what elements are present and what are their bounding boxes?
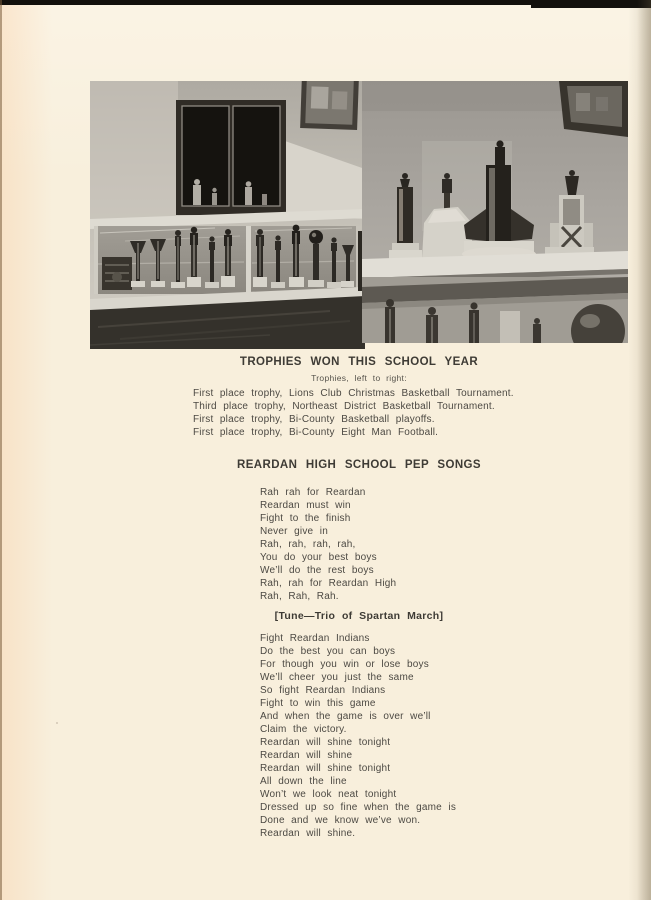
scan-top-edge-right (531, 0, 651, 8)
scan-right-edge-shadow (637, 0, 651, 900)
pep-verse-line: Fight Reardan Indians (260, 633, 370, 644)
framed-picture-corner (559, 81, 628, 137)
pep-verse-line: Reardan will shine tonight (260, 737, 391, 748)
pep-verse-line: Reardan will shine. (260, 828, 356, 839)
pep-verse-line: Claim the victory. (260, 724, 347, 735)
trophy-list (193, 387, 514, 439)
pep-verse-2 (260, 632, 456, 840)
scan-left-edge (0, 0, 2, 900)
pep-verse-line: Rah, rah for Reardan High (260, 578, 397, 589)
lower-case (362, 277, 628, 343)
dust-speck (56, 722, 58, 724)
pep-verse-line: Rah rah for Reardan (260, 487, 366, 498)
trophy-list-line: Third place trophy, Northeast District Basketball Tournament. (193, 401, 495, 412)
framed-picture (300, 81, 359, 130)
right-photo-illustration (362, 81, 628, 343)
pep-songs-title: REARDAN HIGH SCHOOL PEP SONGS (237, 459, 481, 471)
pep-verse-line: Won’t we look neat tonight (260, 789, 397, 800)
left-trophy-case-photo (90, 81, 365, 349)
trophy-list-line: First place trophy, Lions Club Christmas Basketball Tournament. (193, 388, 514, 399)
pep-verse-line: So fight Reardan Indians (260, 685, 386, 696)
trophies-subtitle: Trophies, left to right: (311, 373, 407, 383)
wall-left-light (90, 81, 178, 221)
pep-verse-1 (260, 486, 396, 603)
pep-verse-line: We’ll do the rest boys (260, 565, 374, 576)
pep-verse-line: Rah, Rah, Rah. (260, 591, 339, 602)
pep-verse-line: Fight to the finish (260, 513, 351, 524)
pep-verse-line: All down the line (260, 776, 347, 787)
pep-verse-line: Done and we know we’ve won. (260, 815, 421, 826)
pep-verse-line: Reardan will shine tonight (260, 763, 391, 774)
pep-verse-line: Fight to win this game (260, 698, 376, 709)
pep-verse-line: You do your best boys (260, 552, 377, 563)
tune-label: [Tune—Trio of Spartan March] (274, 610, 444, 622)
pep-verse-line: Dressed up so fine when the game is (260, 802, 457, 813)
pep-verse-line: Reardan must win (260, 500, 351, 511)
wall-cabinet (176, 100, 286, 215)
pep-verse-line: Rah, rah, rah, rah, (260, 539, 356, 550)
pep-verse-line: For though you win or lose boys (260, 659, 429, 670)
right-trophy-closeup-photo (362, 81, 628, 343)
left-photo-illustration (90, 81, 365, 349)
trophy-list-line: First place trophy, Bi-County Basketball playoffs. (193, 414, 435, 425)
trophies-title: TROPHIES WON THIS SCHOOL YEAR (239, 356, 479, 368)
pep-verse-line: Reardan will shine (260, 750, 353, 761)
trophy-list-line: First place trophy, Bi-County Eight Man Football. (193, 427, 439, 438)
pep-verse-line: We’ll cheer you just the same (260, 672, 414, 683)
pep-verse-line: And when the game is over we’ll (260, 711, 431, 722)
pep-verse-line: Never give in (260, 526, 328, 537)
display-case (94, 225, 361, 294)
pep-verse-line: Do the best you can boys (260, 646, 396, 657)
